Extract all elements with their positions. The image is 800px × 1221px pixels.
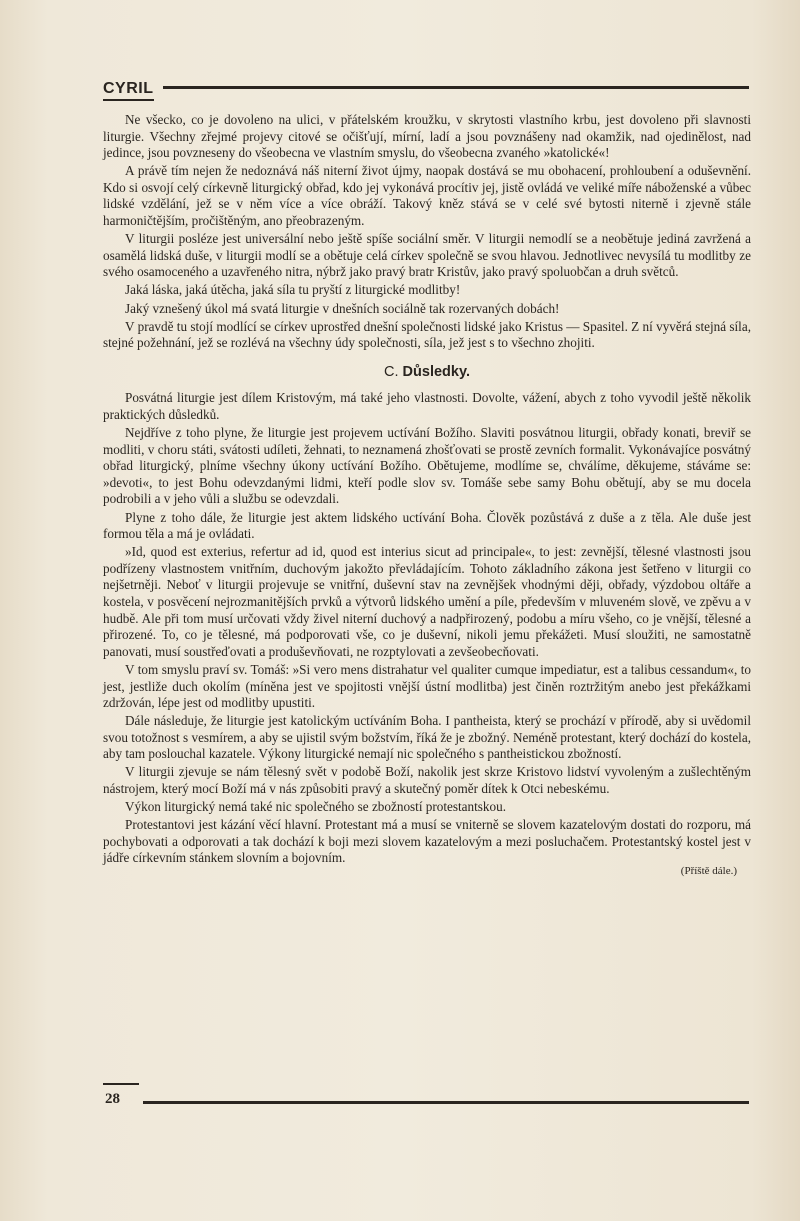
paragraph: Ne všecko, co je dovoleno na ulici, v přátelském kroužku, v skrytosti vlastního krbu, jest dovoleno při slavnosti liturgie. Všechny zřejmé projevy citové se očišťují, mírní, ladí a jsou povznášeny nad okamžik, nad ojedinělost, nad jedince, jsou povzneseny do všeobecna ve vlastním smyslu, do všeobecna zvaného »katolické«! — [103, 112, 751, 161]
paragraph: A právě tím nejen že nedoznává náš niterní život újmy, naopak dostává se mu obohacení, prohloubení a oduševnění. Kdo si osvojí celý církevně liturgický obřad, kdo jej vykonává procítiv jej, jistě ovládá ve veliké míře náboženské a vůbec lidské vzdělání, jež se v něm více a více obráží. Takový kněz stává se v celé své bytosti niterně i zjevně stále harmoničtějším, pročištěným, ano přeobrazeným. — [103, 163, 751, 229]
paragraph: Posvátná liturgie jest dílem Kristovým, má také jeho vlastnosti. Dovolte, vážení, abych z toho vyvodil ještě několik praktických důsledků. — [103, 390, 751, 422]
section-heading-prefix: C. — [384, 363, 399, 380]
paragraph: Jaký vznešený úkol má svatá liturgie v dnešních sociálně tak rozervaných dobách! — [125, 300, 560, 316]
paragraph: V liturgii zjevuje se nám tělesný svět v podobě Boží, nakolik jest skrze Kristovo lidství vyvoleným a zušlechtěným nástrojem, který mocí Boží má v nás způsobiti pravý a skutečný poměr dítek k Otci nebeskému. — [103, 764, 751, 797]
section-heading — [103, 364, 751, 381]
paragraph: Nejdříve z toho plyne, že liturgie jest projevem uctívání Božího. Slaviti posvátnou liturgii, obřady konati, breviř se modliti, v choru státi, svátosti udíleti, žehnati, to neznamená zhošťovati se prostě zevních formalit. Vykonávajíce posvátný obřad liturgický, plníme všechny úkony uctívání Božího. Obětujeme, modlíme se, chválíme, děkujeme, stáváme se: »devoti«, to jest Bohu odevzdanými lidmi, kteří podle slov sv. Tomáše sebe samy Bohu obětují, aby se mu docela podrobili a v jeho vůli a službu se odevzdali. — [103, 425, 751, 507]
header-rule — [163, 86, 749, 89]
paragraph: »Id, quod est exterius, refertur ad id, quod est interius sicut ad principale«, to jest: zevnější, tělesné vlastnosti jsou podřízeny vlastnostem vnitřním, duchovým jakožto převládajícím. Tohoto základního zákona jest šetřeno v liturgii co nejšetrněji. Neboť v liturgii projevuje se vnitřní, duševní stav na zevnějšek vhodnými ději, obřady, výzdobou oltáře a kostela, v posvěcení nejrozmanitějších prvků a výtvorů lidského umění a píle, především v mluveném slově, ve zpěvu a v hudbě. Ale při tom musí určovati vždy živel niterní duchový a nadpřirozený, podobu a míru všeho, co je vnější, tělesné a přirozené. To, co je tělesné, má podporovati vše, co je duševní, nikoli jemu překážeti. Musí sloužiti, ne samostatně panovati, musí soustřeďovati a produševňovati, ne rozptylovati a zevšeobecňovati. — [103, 544, 751, 659]
paragraph: V liturgii posléze jest universální nebo ještě spíše sociální směr. V liturgii nemodlí se a neobětuje jediná zavržená a osamělá lidská duše, v liturgii modlí se a obětuje celá církev společně se svou hlavou. Jednotlivec nevysílá tu modlitby ze svého osamoceného a uzavřeného nitra, nýbrž jako pravý bratr Kristův, jako pravý spoluobčan a druh světců. — [103, 231, 751, 280]
paragraph: Plyne z toho dále, že liturgie jest aktem lidského uctívání Boha. Člověk pozůstává z duše a z těla. Ale duše jest formou těla a má je ovládati. — [103, 509, 751, 542]
running-header — [103, 78, 749, 102]
article-body — [103, 112, 751, 879]
paragraph: V pravdě tu stojí modlící se církev uprostřed dnešní společnosti lidské jako Kristus — Spasitel. Z ní vyvěrá stejná síla, stejné požehnání, jež se rozlévá na všechny údy společnosti, síla, jež jest s to všechno zhojiti. — [103, 318, 751, 351]
paragraph: Protestantovi jest kázání věcí hlavní. Protestant má a musí se vniterně se slovem kazatelovým dostati do rozporu, má pochybovati a odporovati a tak dochází k boji mezi slovem kazatelovým a mezi posluchačem. Protestantský kostel jest v jádře církevním stánkem slovním a bojovním. — [103, 817, 751, 866]
journal-title: CYRIL — [103, 80, 154, 101]
paragraph: Jaká láska, jaká útěcha, jaká síla tu pryští z liturgické modlitby! — [125, 282, 461, 298]
continued-note: (Příště dále.) — [680, 864, 737, 877]
paragraph: V tom smyslu praví sv. Tomáš: »Si vero mens distrahatur vel qualiter cumque impediatur, est a talibus cessandum«, to jest, jestliže duch okolím (míněna jest ve spojitosti vnější ústní modlitba) jest činěn roztržitým anebo jest překážkami zdržován, lépe jest od modlitby upustiti. — [103, 661, 751, 711]
paragraph: Výkon liturgický nemá také nic společného se zbožností protestantskou. — [125, 799, 507, 815]
footer-rule — [143, 1101, 749, 1104]
section-heading-text: Důsledky. — [402, 363, 470, 380]
page-footer — [103, 1083, 749, 1113]
page-number: 28 — [105, 1091, 120, 1107]
paragraph: Dále následuje, že liturgie jest katolickým uctíváním Boha. I pantheista, který se prochází v přírodě, aby si uvědomil svou totožnost s vesmírem, a aby se ujistil svým božstvím, říká že je zbožný. Neméně protestant, který dochází do kostela, aby tam poslouchal kazatele. Výkony liturgické nemají nic společného s pantheistickou zbožností. — [103, 713, 751, 762]
footer-short-rule — [103, 1083, 139, 1085]
